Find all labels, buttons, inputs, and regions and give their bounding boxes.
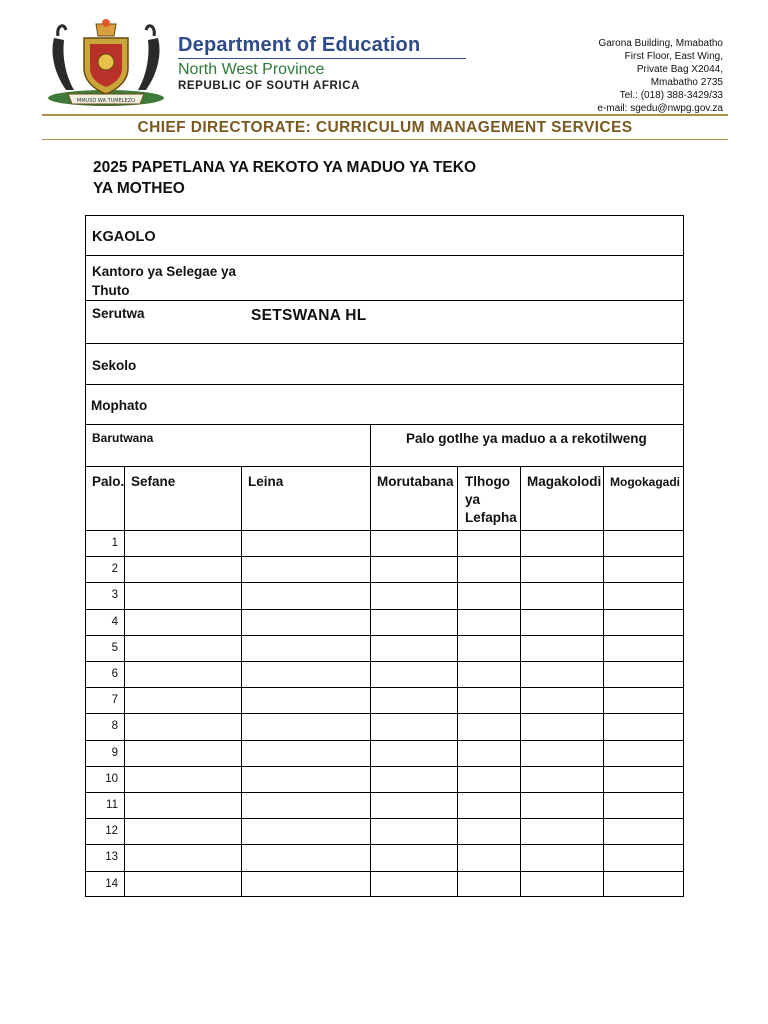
col-header-surname: Sefane [131, 474, 176, 489]
district-label-line-2: Thuto [92, 283, 130, 298]
row-number: 8 [111, 720, 118, 733]
row-number: 1 [111, 537, 118, 549]
coat-of-arms-logo [44, 18, 168, 108]
totals-label: Palo gotlhe ya maduo a a rekotilweng [406, 431, 647, 446]
department-rule [178, 58, 466, 59]
row-number: 13 [105, 851, 118, 864]
address-block [597, 37, 723, 115]
district-label [92, 262, 236, 300]
district-label-line-1: Kantoro ya Selegae ya [92, 264, 237, 279]
title-line-1: 2025 PAPETLANA YA REKOTO YA MADUO YA TEKO [93, 159, 477, 176]
col-header-hod [465, 473, 517, 527]
row-number: 2 [111, 563, 118, 576]
col-header-hod-line-1: Tlhogo [465, 474, 510, 489]
subject-label: Serutwa [92, 306, 145, 321]
row-number: 6 [111, 668, 118, 680]
department-name: Department of Education [178, 34, 421, 56]
col-header-hod-line-2: ya [465, 492, 481, 507]
row-number: 12 [105, 825, 118, 838]
directorate-banner: CHIEF DIRECTORATE: CURRICULUM MANAGEMENT SERVICES [137, 119, 633, 136]
region-label: KGAOLO [92, 229, 156, 245]
col-header-manager: Mogokagadi [610, 475, 681, 489]
address-line: Mmabatho 2735 [650, 77, 723, 88]
row-number: 10 [105, 772, 118, 785]
learners-label: Barutwana [92, 431, 154, 445]
country-name: REPUBLIC OF SOUTH AFRICA [178, 80, 360, 92]
address-line: Tel.: (018) 388-3429/33 [619, 90, 723, 101]
col-header-name: Leina [248, 474, 284, 489]
col-header-comments: Magakolodi [527, 474, 602, 489]
address-line: Private Bag X2044, [636, 64, 723, 75]
title-line-2: YA MOTHEO [93, 180, 185, 197]
province-name: North West Province [178, 61, 325, 78]
school-label: Sekolo [92, 358, 137, 373]
address-line: First Floor, East Wing, [624, 51, 723, 62]
row-number: 3 [111, 589, 118, 602]
grade-label: Mophato [91, 398, 148, 413]
col-header-hod-line-3: Lefapha [465, 510, 517, 525]
col-header-teacher: Morutabana [377, 474, 454, 489]
banner-bottom-rule [42, 139, 728, 140]
subject-value: SETSWANA HL [251, 307, 367, 324]
col-header-no: Palo. [92, 474, 125, 489]
banner-top-rule [42, 114, 728, 116]
crest-motto: MMUSO WA TUMELEZO [76, 98, 136, 104]
row-number: 14 [105, 877, 118, 890]
document-title [93, 157, 573, 199]
row-number: 4 [111, 615, 118, 628]
row-number: 11 [106, 799, 118, 811]
row-number: 7 [111, 694, 118, 707]
row-number: 5 [111, 641, 118, 654]
address-line: Garona Building, Mmabatho [598, 38, 723, 49]
address-line: e-mail: sgedu@nwpg.gov.za [597, 103, 723, 114]
row-number: 9 [111, 746, 118, 759]
